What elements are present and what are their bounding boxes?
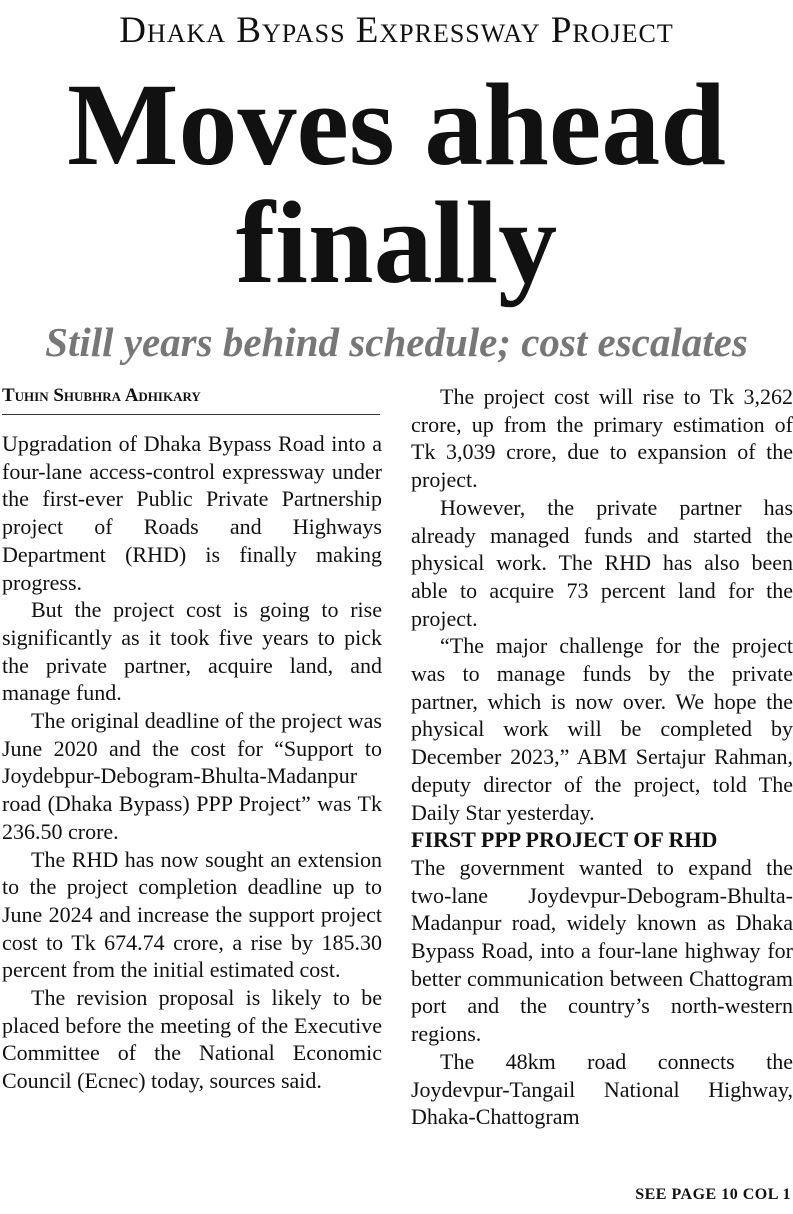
paragraph: But the project cost is going to rise significantly as it took five years to pick the private partner, acquire land, and manage fund. <box>2 597 382 706</box>
byline: Tuhin Shubhra Adhikary <box>2 383 380 415</box>
headline <box>0 59 793 308</box>
column-right <box>411 383 793 1131</box>
paragraph: The revision proposal is likely to be placed before the meeting of the Executive Committee of the National Economic Council (Ecnec) today, sources said. <box>2 985 382 1094</box>
jump-line: SEE PAGE 10 COL 1 <box>635 1186 791 1203</box>
paragraph: Upgradation of Dhaka Bypass Road into a four-lane access-control expressway under the first-ever Public Private Partnership project of Roads and Highways Department (RHD) is finally making progress. <box>2 431 382 595</box>
paragraph: However, the private partner has already managed funds and started the physical work. The RHD has also been able to acquire 73 percent land for the project. <box>411 494 793 631</box>
paragraph: The project cost will rise to Tk 3,262 crore, up from the primary estimation of Tk 3,039 crore, due to expansion of the project. <box>411 384 793 493</box>
kicker: Dhaka Bypass Expressway Project <box>119 10 674 51</box>
headline-line-2: finally <box>235 177 558 308</box>
paragraph: The government wanted to expand the two-lane Joydevpur-Debogram-Bhulta-Madanpur road, widely known as Dhaka Bypass Road, into a four-lane highway for better communication between Chattogram port and the country’s north-western regions. <box>411 854 793 1047</box>
headline-line-1: Moves ahead <box>67 59 726 190</box>
section-subheading: FIRST PPP PROJECT OF RHD <box>411 827 718 853</box>
paragraph: The original deadline of the project was June 2020 and the cost for “Support to Joydebpur-Debogram-Bhulta-Madanpur road (Dhaka Bypass) PPP Project” was Tk 236.50 crore. <box>2 708 382 844</box>
column-left <box>2 430 382 1095</box>
subheadline: Still years behind schedule; cost escalates <box>45 319 748 365</box>
paragraph: The RHD has now sought an extension to the project completion deadline up to June 2024 and increase the support project cost to Tk 674.74 crore, a rise by 185.30 percent from the initial estimated cost. <box>2 846 382 983</box>
paragraph: “The major challenge for the project was to manage funds by the private partner, which is now over. We hope the physical work will be completed by December 2023,” ABM Sertajur Rahman, deputy director of the project, told The Daily Star yesterday. <box>411 633 793 825</box>
paragraph: The 48km road connects the Joydevpur-Tangail National Highway, Dhaka-Chattogram <box>411 1048 793 1130</box>
